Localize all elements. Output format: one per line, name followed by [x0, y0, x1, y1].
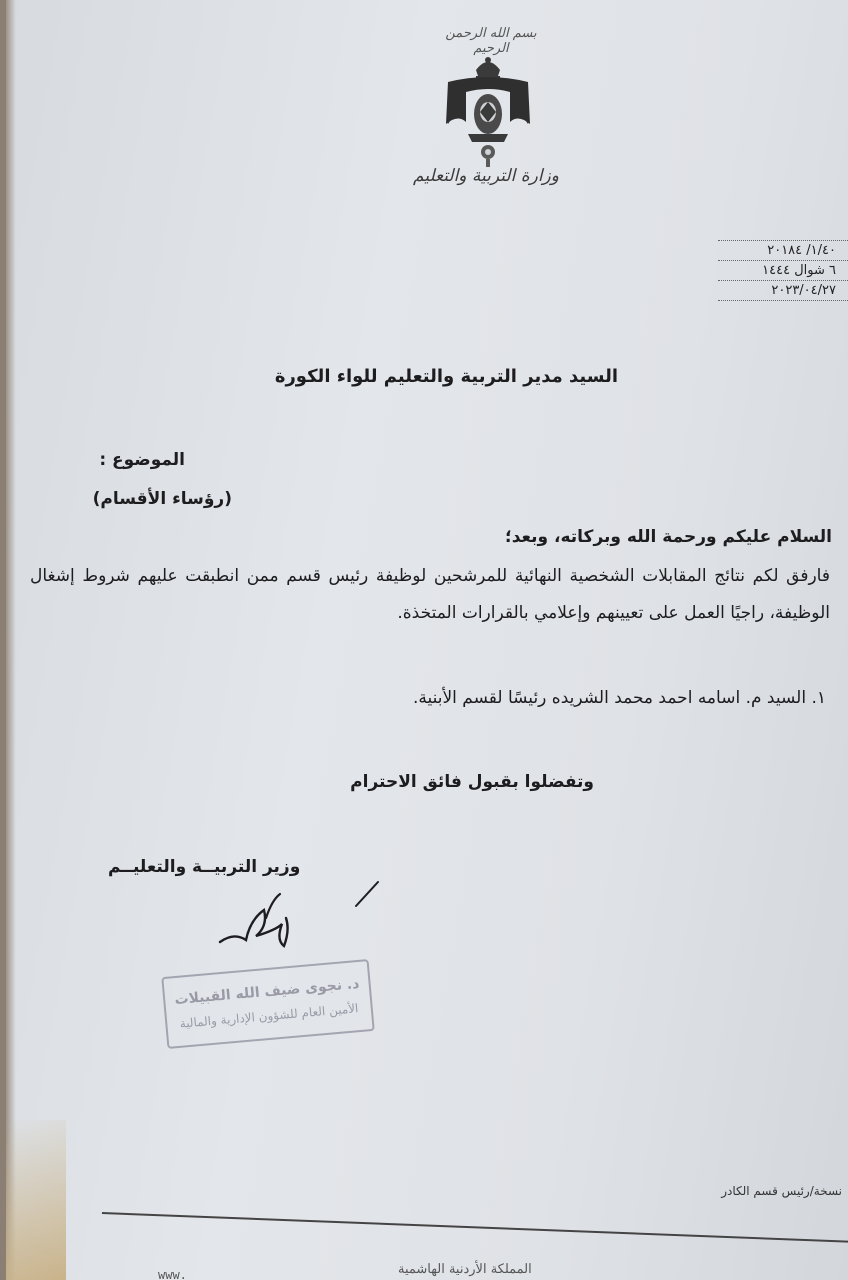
ministry-logo-text: وزارة التربية والتعليم — [413, 166, 559, 186]
footer-text: المملكة الأردنية الهاشمية — [398, 1262, 532, 1277]
gregorian-date: ٢٠٢٣/٠٤/٢٧ — [718, 280, 848, 301]
addressee: السيد مدير التربية والتعليم للواء الكورة — [274, 366, 618, 387]
subject-value: (رؤساء الأقسام) — [92, 489, 232, 509]
jordan-crest-icon — [438, 52, 538, 170]
stamp-title: الأمين العام للشؤون الإدارية والمالية — [179, 1001, 359, 1031]
stamp-name: د. نجوى ضيف الله القبيلات — [173, 975, 360, 1009]
copy-note: نسخة/رئيس قسم الكادر — [721, 1184, 842, 1198]
signatory-title: وزير التربيــة والتعليــم — [108, 857, 301, 877]
footer-website: www. — [158, 1268, 187, 1280]
page-corner-background — [6, 1120, 66, 1280]
page-edge-shadow — [6, 0, 16, 1280]
letter-page — [6, 0, 848, 1280]
official-stamp — [161, 959, 374, 1049]
list-item: ١. السيد م. اسامه احمد محمد الشريده رئيسًا لقسم الأبنية. — [412, 688, 826, 708]
reference-number: ١/٤٠/ ٢٠١٨٤ — [718, 240, 848, 260]
basmala: بسم الله الرحمن الرحيم — [445, 26, 537, 56]
subject-label: الموضوع : — [99, 450, 185, 470]
greeting: السلام عليكم ورحمة الله وبركاته، وبعد؛ — [504, 527, 832, 547]
handwritten-signature-icon — [206, 870, 396, 960]
hijri-date: ٦ شوال ١٤٤٤ — [718, 260, 848, 280]
closing-line: وتفضلوا بقبول فائق الاحترام — [350, 772, 594, 792]
footer-divider — [102, 1212, 848, 1243]
body-paragraph: فارفق لكم نتائج المقابلات الشخصية النهائية للمرشحين لوظيفة رئيس قسم ممن انطبقت عليهم شروط إشغال الوظيفة، راجيًا العمل على تعيينهم وإعلامي بالقرارات المتخذة. — [30, 566, 830, 623]
reference-block — [718, 240, 848, 301]
